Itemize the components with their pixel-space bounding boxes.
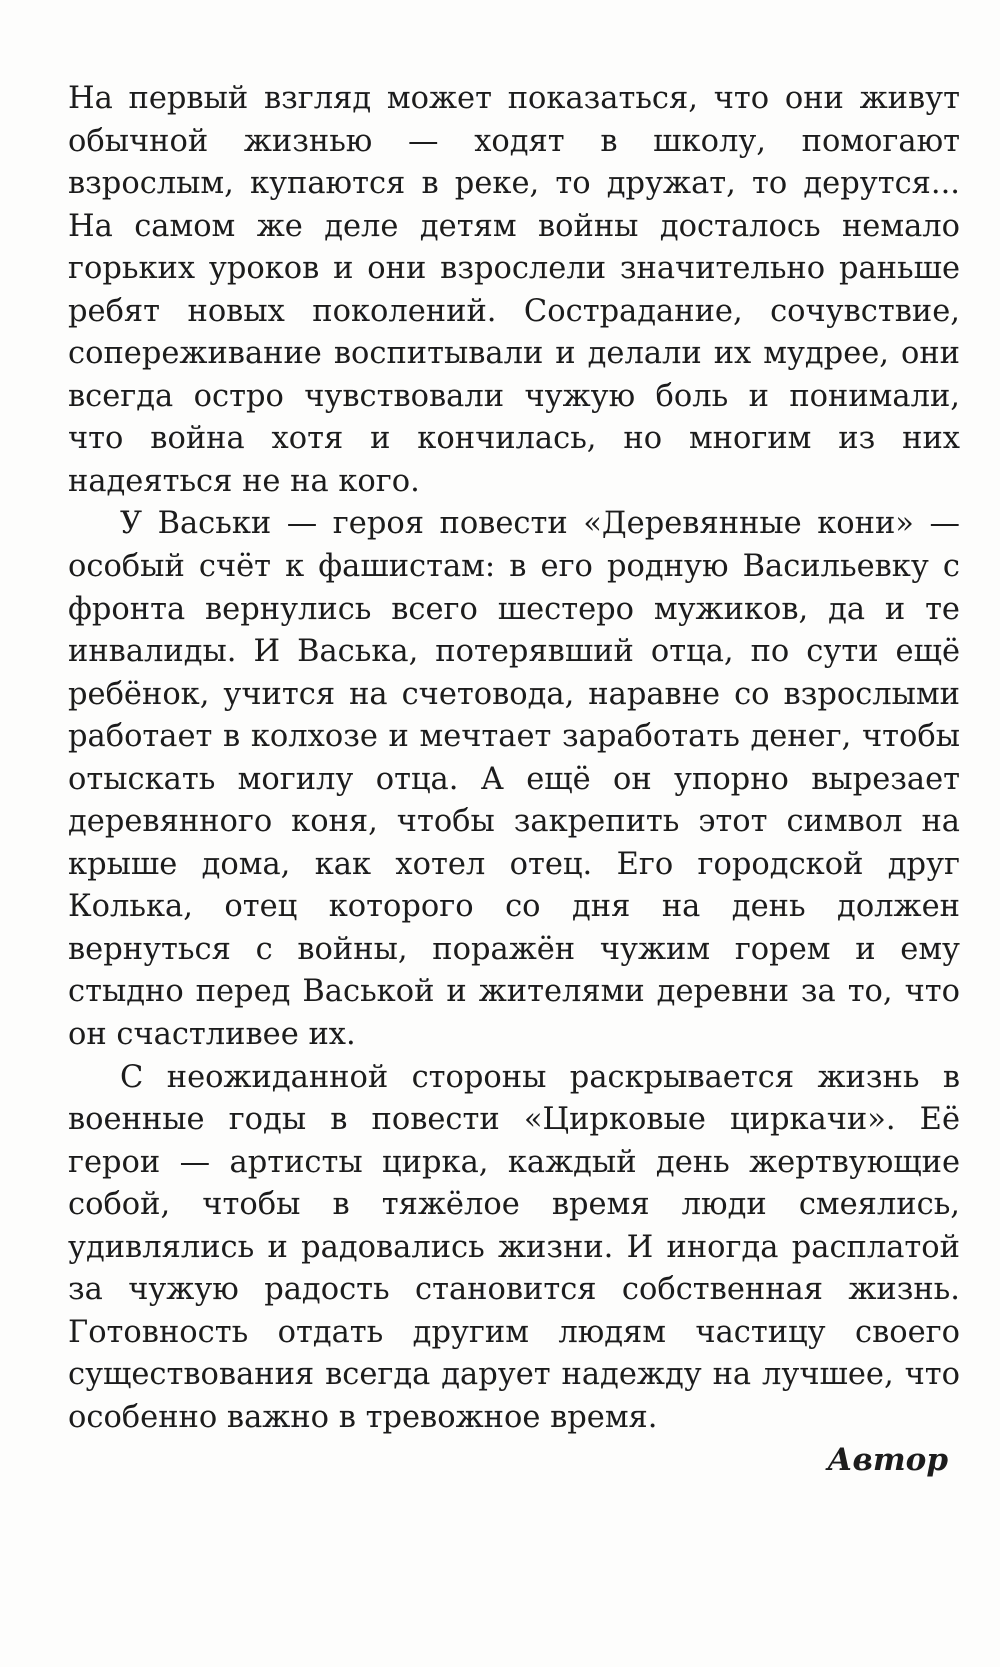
author-signature: Автор <box>827 1442 948 1478</box>
paragraph-2: У Васьки — героя повести «Деревянные кони» — особый счёт к фашистам: в его родную Васильевку с фронта вернулись всего шестеро мужиков, да и те инвалиды. И Васька, потерявший отца, по сути ещё ребёнок, учится на счетовода, наравне со взрослыми работает в колхозе и мечтает заработать денег, чтобы отыскать могилу отца. А ещё он упорно вырезает деревянного коня, чтобы закрепить этот символ на крыше дома, как хотел отец. Его городской друг Колька, отец которого со дня на день должен вернуться с войны, поражён чужим горем и ему стыдно перед Васькой и жителями деревни за то, что он счастливее их. <box>68 506 960 1053</box>
paragraph-3: С неожиданной стороны раскрывается жизнь в военные годы в повести «Цирковые циркачи». Её герои — артисты цирка, каждый день жертвующие собой, чтобы в тяжёлое время люди смеялись, удивлялись и радовались жизни. И иногда расплатой за чужую радость становится собственная жизнь. Готовность отдать другим людям частицу своего существования всегда дарует надежду на лучшее, что особенно важно в тревожное время. <box>68 1059 960 1435</box>
paragraph-1: На первый взгляд может показаться, что они живут обычной жизнью — ходят в школу, помогают взрослым, купаются в реке, то дружат, то дерутся... На самом же деле детям войны досталось немало горьких уроков и они взрослели значительно раньше ребят новых поколений. Сострадание, сочувствие, сопереживание воспитывали и делали их мудрее, они всегда остро чувствовали чужую боль и понимали, что война хотя и кончилась, но многим из них надеяться не на кого. <box>68 81 960 499</box>
body-text <box>68 78 960 1440</box>
